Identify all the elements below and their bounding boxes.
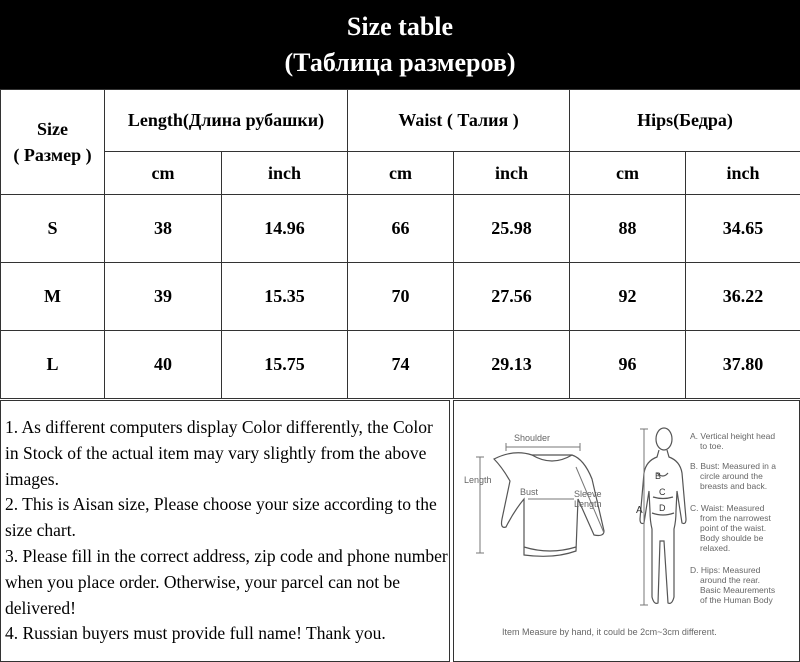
table-row [1,263,800,331]
body-figure-illustration [640,428,686,603]
mark-a: A [636,505,643,516]
unit-header: cm [105,152,222,195]
mark-d: D [659,503,666,513]
label-shoulder: Shoulder [514,433,551,443]
measure-notes [690,431,776,605]
value-cell: 66 [348,195,454,263]
value-cell: 40 [105,331,222,399]
value-cell: 37.80 [686,331,800,399]
note-c-line: from the narrowest [700,513,771,523]
size-table [0,89,800,399]
table-row [1,195,800,263]
value-cell: 15.75 [222,331,348,399]
size-header-cell [1,90,105,195]
note-b-line: B. Bust: Measured in a [690,461,776,471]
unit-header: cm [570,152,686,195]
note-c-line: point of the waist. [700,523,767,533]
note-c-line: relaxed. [700,543,731,553]
note-b-line: circle around the [700,471,763,481]
table-row [1,331,800,399]
note-d-line: of the Human Body [700,595,773,605]
value-cell: 74 [348,331,454,399]
measurement-diagram [453,400,800,662]
value-cell: 39 [105,263,222,331]
note-c-line: Body shoulde be [700,533,764,543]
value-cell: 27.56 [454,263,570,331]
value-cell: 70 [348,263,454,331]
size-table-header [0,0,800,89]
group-header-hips: Hips(Бедра) [570,90,800,152]
unit-header-row [1,152,800,195]
value-cell: 38 [105,195,222,263]
label-bust: Bust [520,487,539,497]
unit-header: inch [222,152,348,195]
unit-header: inch [686,152,800,195]
mark-b: B [655,471,662,481]
size-cell: L [1,331,105,399]
value-cell: 34.65 [686,195,800,263]
unit-header: inch [454,152,570,195]
diagram-footer: Item Measure by hand, it could be 2cm~3cm different. [502,627,717,637]
value-cell: 88 [570,195,686,263]
value-cell: 92 [570,263,686,331]
value-cell: 29.13 [454,331,570,399]
note-d-line: around the rear. [700,575,761,585]
size-header-label-ru: ( Размер ) [13,145,92,165]
title-english: Size table [346,12,454,41]
group-header-waist: Waist ( Талия ) [348,90,570,152]
group-header-row [1,90,800,152]
note-item: 4. Russian buyers must provide full name! Thank you. [5,623,386,644]
measurement-illustration [454,401,799,661]
size-cell: S [1,195,105,263]
note-item: 3. Please fill in the correct address, zip code and phone number when you place order. Otherwise, your parcel can not be delivered! [5,545,448,618]
note-d-line: Basic Meaurements [700,585,776,595]
label-length: Length [464,475,492,485]
notes-panel [0,400,450,662]
value-cell: 15.35 [222,263,348,331]
value-cell: 36.22 [686,263,800,331]
note-a-line: to toe. [700,441,724,451]
value-cell: 96 [570,331,686,399]
body-measure-lines [640,429,648,605]
note-d-line: D. Hips: Measured [690,565,761,575]
group-header-length: Length(Длина рубашки) [105,90,348,152]
unit-header: cm [348,152,454,195]
note-c-line: C. Waist: Measured [690,503,765,513]
label-sleeve-1: Sleeve [574,489,602,499]
size-cell: M [1,263,105,331]
label-sleeve-2: Length [574,499,602,509]
value-cell: 14.96 [222,195,348,263]
note-item: 1. As different computers display Color differently, the Color in Stock of the actual item may vary slightly from the above images. [5,417,433,489]
note-b-line: breasts and back. [700,481,768,491]
value-cell: 25.98 [454,195,570,263]
note-a-line: A. Vertical height head [690,431,776,441]
size-header-label: Size [37,119,68,139]
title-russian: (Таблица размеров) [284,48,516,77]
note-item: 2. This is Aisan size, Please choose your size according to the size chart. [5,494,437,541]
mark-c: C [659,487,666,497]
